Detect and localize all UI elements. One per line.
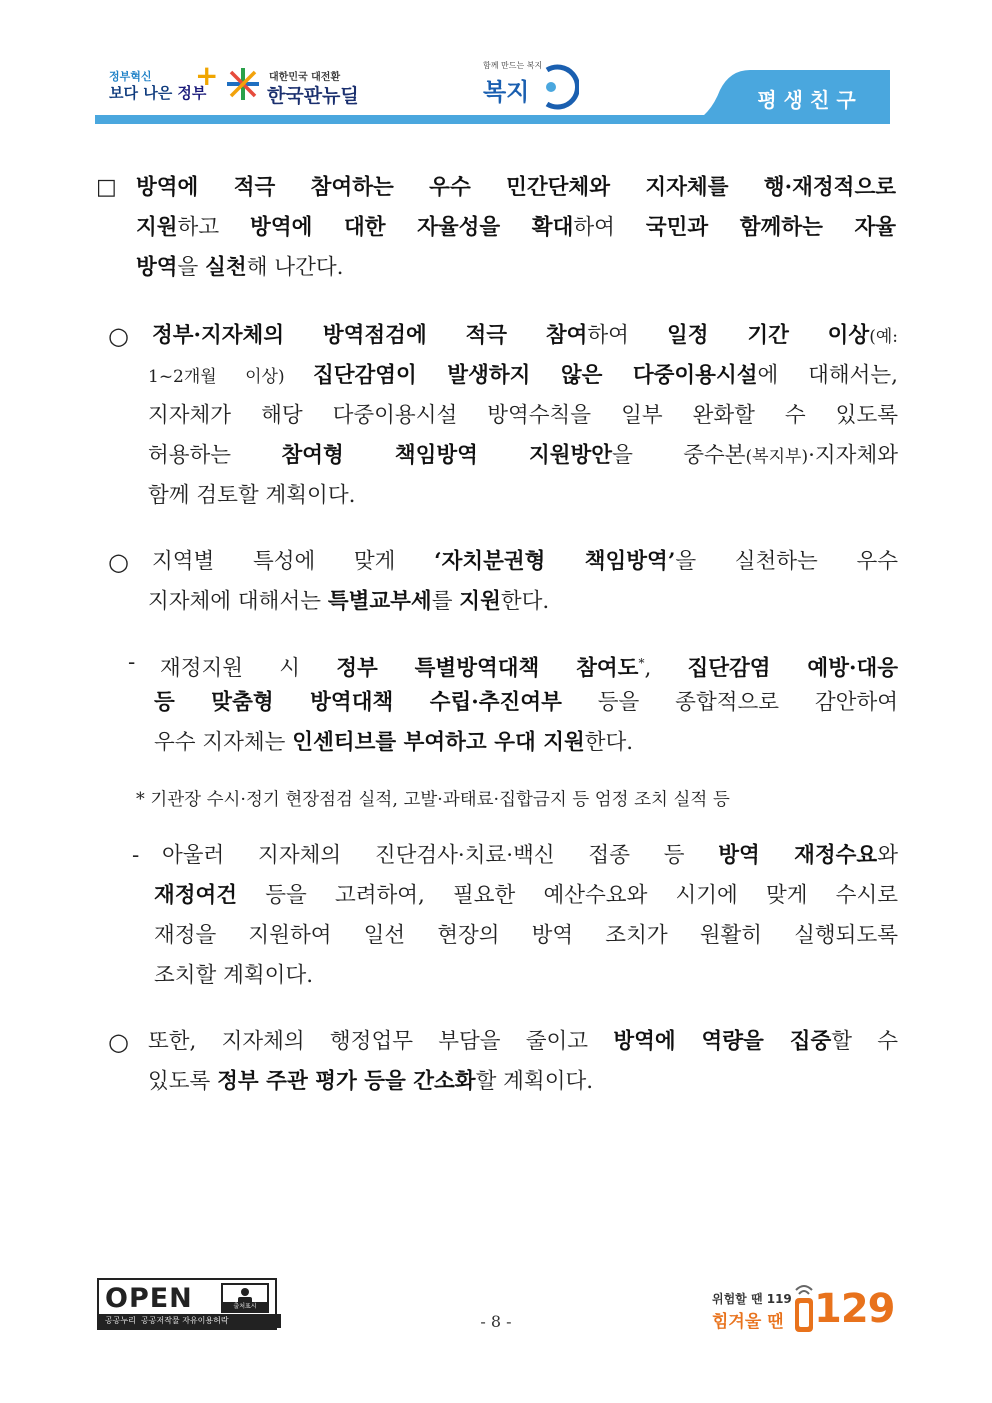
dash-bullet: -: [132, 843, 140, 868]
s4-l3a: 우수 지자체는: [154, 730, 293, 755]
s1-line3: [136, 248, 343, 288]
phone-icon: [792, 1276, 816, 1336]
s1-l1: 방역에 적극 참여하는 우수 민간단체와 지자체를 행·재정적으로: [136, 175, 896, 200]
welfare-logo: [483, 58, 583, 112]
s2-l4e: ·지자체와: [808, 443, 898, 468]
logo2-big: 한국판뉴딜: [267, 85, 359, 107]
s2-l5: 함께 검토할 계획이다.: [148, 483, 356, 508]
s2-line1: [152, 316, 898, 357]
license-bar-a: 공공누리: [105, 1316, 136, 1325]
kogl-open-license-badge: [97, 1278, 277, 1330]
s4-l3c: 한다.: [584, 730, 634, 755]
s3-line2: [148, 582, 549, 622]
s2-l1c: 일정 기간 이상: [667, 323, 870, 348]
s5-l1b: 방역 재정수요: [718, 843, 878, 868]
s1-l2c: 방역에 대한 자율성을 확대: [250, 215, 574, 240]
s4-line2: [154, 683, 898, 723]
gov-innovation-logo: [107, 59, 219, 108]
s5-line3: [154, 916, 898, 956]
s5-l1c: 와: [877, 843, 898, 868]
s2-line2: [148, 356, 898, 397]
s4-l2b: 등을 종합적으로 감안하여: [561, 690, 898, 715]
s4-line3: [154, 723, 633, 763]
s6-l1b: 방역에 역량을 집중: [613, 1029, 832, 1054]
page-number: - 8 -: [480, 1312, 512, 1331]
s1-l3a: 방역: [136, 255, 178, 280]
s6-l2c: 할 계획이다.: [475, 1069, 594, 1094]
s1-l2d: 하여: [573, 215, 646, 240]
s5-line2: [154, 876, 898, 916]
footnote: * 기관장 수시·정기 현장점검 실적, 고발·과태료·집합금지 등 엄정 조치 실적 등: [136, 790, 730, 810]
s4-l3b: 인센티브를 부여하고 우대 지원: [292, 730, 585, 755]
hotline-129-logo: [712, 1274, 898, 1338]
logo1-small: 정부혁신: [109, 70, 152, 83]
s4-l1a: 재정지원 시: [160, 656, 337, 682]
s2-l2b: 집단감염이 발생하지 않은 다중이용시설: [312, 363, 758, 388]
s5-l3: 재정을 지원하여 일선 현장의 방역 조치가 원활히 실행되도록: [154, 923, 898, 948]
s2-l3: 지자체가 해당 다중이용시설 방역수칙을 일부 완화할 수 있도록: [148, 403, 898, 428]
s3-l1a: 지역별 특성에 맞게: [152, 549, 435, 574]
s4-l1b: 정부 특별방역대책 참여도: [336, 656, 639, 682]
s2-l4b: 참여형 책임방역 지원방안: [281, 443, 613, 468]
s2-line4: [148, 436, 898, 477]
dash-bullet: -: [128, 650, 136, 675]
korean-new-deal-logo: [223, 62, 368, 108]
s5-l2b: 등을 고려하여, 필요한 예산수요와 시기에 맞게 수시로: [237, 883, 898, 908]
license-bar: [99, 1314, 281, 1328]
s2-l1b: 하여: [587, 323, 668, 348]
attribution-icon: [221, 1283, 269, 1313]
s6-l1a: 또한, 지자체의 행정업무 부담을 줄이고: [148, 1029, 614, 1054]
s4-l1d: ,: [644, 656, 688, 682]
s2-line3: [148, 396, 898, 436]
s3-l1c: 을 실천하는 우수: [675, 549, 898, 574]
s4-l2a: 등 맞춤형 방역대책 수립·추진여부: [154, 690, 562, 715]
s3-l2a: 지자체에 대해서는: [148, 589, 328, 614]
s1-l3c: 실천: [205, 255, 247, 280]
s2-l4a: 허용하는: [148, 443, 282, 468]
circle-bullet: ○: [108, 1028, 129, 1056]
welfare-swoosh-icon: [541, 64, 579, 110]
tag-label: 평생친구: [757, 88, 863, 112]
logo1-big-a: 보다 나은: [109, 84, 173, 102]
square-bullet: □: [96, 175, 117, 200]
s2-l4d: (복지부): [745, 447, 809, 467]
s3-l1b: ‘자치분권형 책임방역’: [434, 549, 676, 574]
s1-l2a: 지원: [136, 215, 178, 240]
open-word: OPEN: [105, 1283, 193, 1314]
s6-l1c: 할 수: [831, 1029, 899, 1054]
s3-l2b: 특별교부세: [327, 589, 432, 614]
s5-l1a: 아울러 지자체의 진단검사·치료·백신 접종 등: [162, 843, 719, 868]
s2-l2a: 1~2개월 이상): [148, 367, 313, 387]
s4-l1e: 집단감염 예방·대응: [687, 656, 898, 682]
logo1-big-b: 정부: [177, 84, 207, 102]
s5-l4: 조치할 계획이다.: [154, 963, 314, 988]
s1-line2: [136, 208, 896, 248]
hotline-number: 129: [814, 1286, 895, 1332]
header-rule: [95, 115, 890, 124]
logo1-big: [109, 82, 206, 103]
s6-line1: [148, 1022, 898, 1062]
circle-bullet: ○: [108, 322, 129, 350]
s6-l2b: 정부 주관 평가 등을 간소화: [217, 1069, 476, 1094]
hotline-line2: 힘겨울 땐: [712, 1312, 784, 1332]
s1-l3b: 을: [177, 255, 206, 280]
new-deal-star-icon: [223, 64, 263, 104]
s6-l2a: 있도록: [148, 1069, 218, 1094]
s3-l2d: 지원: [459, 589, 501, 614]
plus-icon: +: [195, 59, 219, 92]
s3-l2c: 를: [431, 589, 460, 614]
license-bar-b: 공공저작물 자유이용허락: [141, 1316, 229, 1325]
s1-line1: [136, 168, 896, 208]
s5-line1: [162, 836, 898, 876]
s3-l2e: 한다.: [500, 589, 550, 614]
page-header: [95, 48, 890, 124]
logo3-big: 복지: [483, 78, 530, 106]
s2-l1d: (예:: [869, 327, 898, 347]
s5-l2a: 재정여건: [154, 883, 238, 908]
s6-line2: [148, 1062, 593, 1102]
s1-l2e: 국민과 함께하는 자율: [645, 215, 896, 240]
circle-bullet: ○: [108, 548, 129, 576]
s4-l1c: *: [638, 656, 645, 670]
s2-l4c: 을 중수본: [612, 443, 746, 468]
s1-l2b: 하고: [177, 215, 251, 240]
s5-line4: [154, 956, 313, 996]
s2-l2c: 에 대해서는,: [757, 363, 898, 388]
hotline-line1: 위험할 땐 119: [712, 1292, 792, 1306]
s3-line1: [152, 542, 898, 582]
s2-line5: [148, 476, 355, 516]
logo2-small: 대한민국 대전환: [269, 72, 341, 83]
attribution-caption: 출처표시: [223, 1302, 267, 1311]
logo3-small: 함께 만드는 복지: [483, 61, 543, 70]
s2-l1a: 정부·지자체의 방역점검에 적극 참여: [152, 323, 588, 348]
s1-l3d: 해 나간다.: [246, 255, 344, 280]
